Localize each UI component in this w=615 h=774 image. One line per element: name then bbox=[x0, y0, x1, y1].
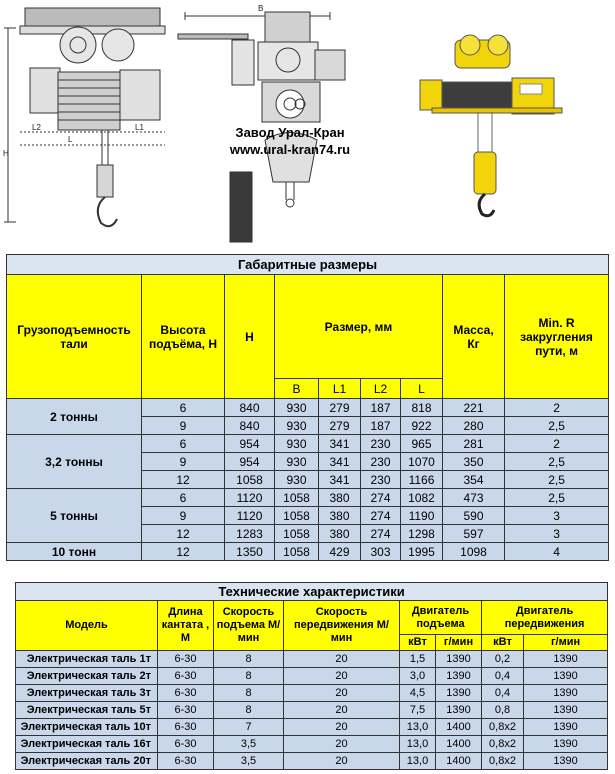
tech-cell: 3,5 bbox=[214, 753, 284, 770]
dimensions-cell: 3 bbox=[505, 525, 609, 543]
tech-cell: 0,2 bbox=[482, 651, 524, 668]
model-name-cell: Электрическая таль 10т bbox=[16, 719, 158, 736]
tech-row bbox=[16, 651, 608, 668]
tech-cell: 20 bbox=[284, 702, 400, 719]
tech-cell: 6-30 bbox=[158, 719, 214, 736]
dimensions-cell: 1058 bbox=[275, 507, 319, 525]
tech-cell: 0,8x2 bbox=[482, 736, 524, 753]
dimensions-cell: 1298 bbox=[401, 525, 443, 543]
tech-cell: 7,5 bbox=[400, 702, 436, 719]
tech-cell: 20 bbox=[284, 736, 400, 753]
dimensions-cell: 187 bbox=[361, 417, 401, 435]
tech-cell: 1390 bbox=[524, 719, 608, 736]
label-l2: L2 bbox=[32, 123, 41, 132]
header-cable-length: Длина кантата , М bbox=[158, 601, 214, 651]
header-b: B bbox=[275, 379, 319, 399]
capacity-cell: 5 тонны bbox=[7, 489, 142, 543]
dimensions-cell: 12 bbox=[142, 543, 225, 561]
dimensions-row bbox=[7, 399, 609, 417]
dimensions-cell: 4 bbox=[505, 543, 609, 561]
header-travel-motor: Двигатель передвижения bbox=[482, 601, 608, 635]
header-travel-rpm: г/мин bbox=[524, 635, 608, 651]
tech-cell: 1390 bbox=[436, 702, 482, 719]
dimensions-cell: 1070 bbox=[401, 453, 443, 471]
tech-cell: 0,4 bbox=[482, 685, 524, 702]
tech-cell: 0,8 bbox=[482, 702, 524, 719]
company-website[interactable]: www.ural-kran74.ru bbox=[229, 142, 351, 157]
dimensions-cell: 279 bbox=[319, 399, 361, 417]
dimensions-title: Габаритные размеры bbox=[7, 255, 609, 275]
dimensions-cell: 930 bbox=[275, 435, 319, 453]
dimensions-cell: 280 bbox=[443, 417, 505, 435]
dimensions-cell: 350 bbox=[443, 453, 505, 471]
dimensions-table bbox=[6, 254, 609, 561]
dimensions-row bbox=[7, 543, 609, 561]
dimensions-cell: 341 bbox=[319, 435, 361, 453]
dimensions-cell: 274 bbox=[361, 525, 401, 543]
dimensions-cell: 1166 bbox=[401, 471, 443, 489]
tech-cell: 6-30 bbox=[158, 753, 214, 770]
tech-cell: 13,0 bbox=[400, 753, 436, 770]
dimensions-cell: 840 bbox=[225, 399, 275, 417]
dimensions-cell: 230 bbox=[361, 453, 401, 471]
dimensions-cell: 1350 bbox=[225, 543, 275, 561]
dimensions-cell: 473 bbox=[443, 489, 505, 507]
dimensions-cell: 930 bbox=[275, 399, 319, 417]
dimensions-row bbox=[7, 435, 609, 453]
tech-cell: 8 bbox=[214, 702, 284, 719]
tech-cell: 20 bbox=[284, 651, 400, 668]
dimensions-cell: 230 bbox=[361, 435, 401, 453]
tech-cell: 3,0 bbox=[400, 668, 436, 685]
dimensions-cell: 2,5 bbox=[505, 417, 609, 435]
dimensions-cell: 930 bbox=[275, 453, 319, 471]
dimensions-cell: 380 bbox=[319, 525, 361, 543]
tech-cell: 20 bbox=[284, 685, 400, 702]
tech-cell: 1400 bbox=[436, 753, 482, 770]
dimensions-cell: 590 bbox=[443, 507, 505, 525]
dimensions-cell: 840 bbox=[225, 417, 275, 435]
dimensions-cell: 1190 bbox=[401, 507, 443, 525]
model-name-cell: Электрическая таль 16т bbox=[16, 736, 158, 753]
dimensions-cell: 279 bbox=[319, 417, 361, 435]
header-l1: L1 bbox=[319, 379, 361, 399]
tech-row bbox=[16, 753, 608, 770]
tech-cell: 1390 bbox=[436, 668, 482, 685]
dimensions-cell: 818 bbox=[401, 399, 443, 417]
dimensions-cell: 965 bbox=[401, 435, 443, 453]
dimensions-cell: 221 bbox=[443, 399, 505, 417]
dimensions-cell: 954 bbox=[225, 435, 275, 453]
dimensions-cell: 2,5 bbox=[505, 471, 609, 489]
dimensions-row bbox=[7, 489, 609, 507]
dimensions-body bbox=[7, 399, 609, 561]
tech-cell: 1390 bbox=[524, 668, 608, 685]
label-b: B bbox=[258, 4, 264, 13]
tech-row bbox=[16, 719, 608, 736]
tech-cell: 3,5 bbox=[214, 736, 284, 753]
capacity-cell: 10 тонн bbox=[7, 543, 142, 561]
tech-cell: 4,5 bbox=[400, 685, 436, 702]
header-lift-height: Высота подъёма, Н bbox=[142, 275, 225, 399]
dimensions-cell: 12 bbox=[142, 525, 225, 543]
header-lift-motor: Двигатель подъема bbox=[400, 601, 482, 635]
dimensions-cell: 1120 bbox=[225, 489, 275, 507]
tech-row bbox=[16, 668, 608, 685]
tech-title: Технические характеристики bbox=[16, 583, 608, 601]
company-caption bbox=[190, 124, 390, 158]
dimensions-cell: 1058 bbox=[275, 525, 319, 543]
dimensions-cell: 341 bbox=[319, 471, 361, 489]
model-name-cell: Электрическая таль 5т bbox=[16, 702, 158, 719]
dimensions-cell: 1058 bbox=[225, 471, 275, 489]
tech-row bbox=[16, 702, 608, 719]
dimensions-cell: 3 bbox=[505, 507, 609, 525]
dimensions-cell: 1058 bbox=[275, 489, 319, 507]
dimensions-cell: 1058 bbox=[275, 543, 319, 561]
dimensions-cell: 930 bbox=[275, 471, 319, 489]
dimensions-cell: 274 bbox=[361, 507, 401, 525]
tech-cell: 0,8x2 bbox=[482, 753, 524, 770]
header-l: L bbox=[401, 379, 443, 399]
tech-cell: 1400 bbox=[436, 719, 482, 736]
header-size: Размер, мм bbox=[275, 275, 443, 379]
capacity-cell: 3,2 тонны bbox=[7, 435, 142, 489]
tech-cell: 1390 bbox=[524, 753, 608, 770]
tech-cell: 20 bbox=[284, 719, 400, 736]
dimensions-cell: 9 bbox=[142, 453, 225, 471]
company-name: Завод Урал-Кран bbox=[235, 125, 345, 140]
dimensions-cell: 341 bbox=[319, 453, 361, 471]
header-h: H bbox=[225, 275, 275, 399]
hoist-photo bbox=[420, 35, 562, 216]
tech-table bbox=[15, 582, 608, 770]
tech-cell: 6-30 bbox=[158, 651, 214, 668]
dimensions-cell: 2 bbox=[505, 399, 609, 417]
dimensions-cell: 922 bbox=[401, 417, 443, 435]
tech-cell: 0,4 bbox=[482, 668, 524, 685]
dimensions-cell: 380 bbox=[319, 507, 361, 525]
dimensions-cell: 2,5 bbox=[505, 453, 609, 471]
tech-cell: 1390 bbox=[524, 736, 608, 753]
dimensions-cell: 6 bbox=[142, 399, 225, 417]
tech-row bbox=[16, 736, 608, 753]
dimensions-cell: 429 bbox=[319, 543, 361, 561]
hoist-side-view-drawing bbox=[4, 8, 165, 226]
tech-cell: 1,5 bbox=[400, 651, 436, 668]
model-name-cell: Электрическая таль 3т bbox=[16, 685, 158, 702]
header-radius: Min. R закругления пути, м bbox=[505, 275, 609, 399]
model-name-cell: Электрическая таль 20т bbox=[16, 753, 158, 770]
tech-cell: 20 bbox=[284, 753, 400, 770]
dimensions-cell: 12 bbox=[142, 471, 225, 489]
dimensions-cell: 281 bbox=[443, 435, 505, 453]
dimensions-cell: 1283 bbox=[225, 525, 275, 543]
dimensions-cell: 187 bbox=[361, 399, 401, 417]
tech-cell: 0,8x2 bbox=[482, 719, 524, 736]
label-l1: L1 bbox=[135, 123, 144, 132]
dimensions-cell: 954 bbox=[225, 453, 275, 471]
tech-cell: 7 bbox=[214, 719, 284, 736]
tech-body bbox=[16, 651, 608, 770]
tech-cell: 8 bbox=[214, 685, 284, 702]
dimensions-cell: 380 bbox=[319, 489, 361, 507]
header-travel-kw: кВт bbox=[482, 635, 524, 651]
tech-cell: 6-30 bbox=[158, 702, 214, 719]
label-l: L bbox=[68, 135, 73, 144]
dimensions-cell: 6 bbox=[142, 435, 225, 453]
tech-cell: 13,0 bbox=[400, 736, 436, 753]
header-mass: Масса, Кг bbox=[443, 275, 505, 399]
dimensions-cell: 9 bbox=[142, 507, 225, 525]
capacity-cell: 2 тонны bbox=[7, 399, 142, 435]
header-lift-rpm: г/мин bbox=[436, 635, 482, 651]
label-h: H bbox=[3, 149, 9, 158]
dimensions-cell: 9 bbox=[142, 417, 225, 435]
header-capacity: Грузоподъемность тали bbox=[7, 275, 142, 399]
header-travel-speed: Скорость передвижения М/мин bbox=[284, 601, 400, 651]
tech-cell: 8 bbox=[214, 651, 284, 668]
tech-cell: 1390 bbox=[436, 685, 482, 702]
dimensions-cell: 1995 bbox=[401, 543, 443, 561]
dimensions-cell: 354 bbox=[443, 471, 505, 489]
dimensions-cell: 1098 bbox=[443, 543, 505, 561]
dimensions-cell: 930 bbox=[275, 417, 319, 435]
tech-cell: 6-30 bbox=[158, 736, 214, 753]
tech-row bbox=[16, 685, 608, 702]
model-name-cell: Электрическая таль 2т bbox=[16, 668, 158, 685]
dimensions-cell: 274 bbox=[361, 489, 401, 507]
hoist-drawings bbox=[0, 0, 615, 245]
tech-cell: 1390 bbox=[436, 651, 482, 668]
dimensions-cell: 597 bbox=[443, 525, 505, 543]
tech-cell: 1390 bbox=[524, 651, 608, 668]
header-lift-speed: Скорость подъема М/мин bbox=[214, 601, 284, 651]
tech-cell: 13,0 bbox=[400, 719, 436, 736]
dimensions-cell: 6 bbox=[142, 489, 225, 507]
header-l2: L2 bbox=[361, 379, 401, 399]
dimensions-cell: 230 bbox=[361, 471, 401, 489]
tech-cell: 1400 bbox=[436, 736, 482, 753]
tech-cell: 6-30 bbox=[158, 685, 214, 702]
dimensions-cell: 303 bbox=[361, 543, 401, 561]
dimensions-cell: 2 bbox=[505, 435, 609, 453]
tech-cell: 6-30 bbox=[158, 668, 214, 685]
dimensions-cell: 1082 bbox=[401, 489, 443, 507]
tech-cell: 1390 bbox=[524, 685, 608, 702]
header-lift-kw: кВт bbox=[400, 635, 436, 651]
tech-cell: 8 bbox=[214, 668, 284, 685]
tech-cell: 1390 bbox=[524, 702, 608, 719]
tech-cell: 20 bbox=[284, 668, 400, 685]
dimensions-cell: 1120 bbox=[225, 507, 275, 525]
dimensions-cell: 2,5 bbox=[505, 489, 609, 507]
header-model: Модель bbox=[16, 601, 158, 651]
model-name-cell: Электрическая таль 1т bbox=[16, 651, 158, 668]
